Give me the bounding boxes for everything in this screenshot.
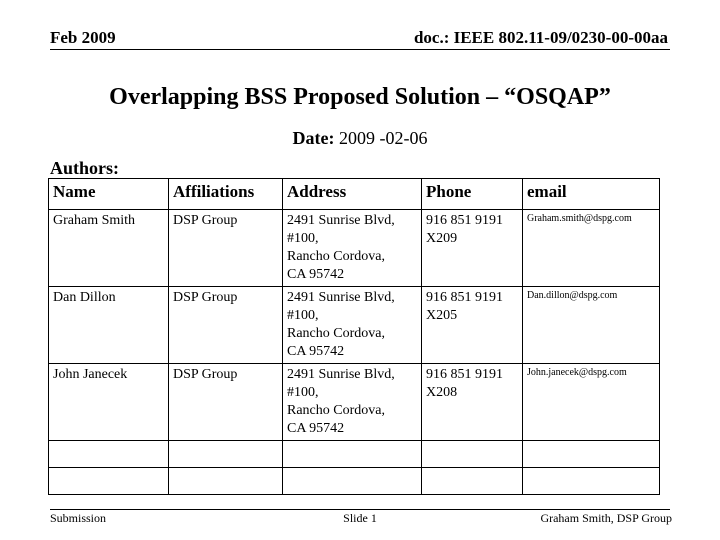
address-line: #100,	[287, 385, 319, 400]
date-label: Date:	[292, 128, 335, 148]
table-row	[49, 364, 660, 441]
empty-cell	[523, 468, 660, 495]
column-header-affiliations: Affiliations	[169, 179, 283, 210]
empty-cell	[422, 468, 523, 495]
phone-number: 916 851 9191	[426, 367, 503, 382]
address-line: Rancho Cordova,	[287, 249, 385, 264]
table-row	[49, 210, 660, 287]
footer-submission: Submission	[50, 511, 107, 525]
table-header-row	[49, 179, 660, 210]
table-row-empty	[49, 468, 660, 495]
empty-cell	[49, 441, 169, 468]
address-line: CA 95742	[287, 267, 345, 282]
empty-cell	[49, 468, 169, 495]
empty-cell	[283, 441, 422, 468]
address-line: CA 95742	[287, 421, 345, 436]
empty-cell	[422, 441, 523, 468]
author-name: Dan Dillon	[49, 287, 169, 364]
address-line: Rancho Cordova,	[287, 326, 385, 341]
authors-heading: Authors:	[50, 158, 120, 178]
column-header-name: Name	[49, 179, 169, 210]
footer-author: Graham Smith, DSP Group	[540, 511, 672, 525]
column-header-address: Address	[283, 179, 422, 210]
author-email[interactable]: John.janecek@dspg.com	[523, 364, 660, 441]
header-divider	[50, 49, 670, 50]
address-line: #100,	[287, 231, 319, 246]
address-line: Rancho Cordova,	[287, 403, 385, 418]
empty-cell	[169, 468, 283, 495]
empty-cell	[283, 468, 422, 495]
phone-extension: X205	[426, 308, 458, 323]
column-header-phone: Phone	[422, 179, 523, 210]
address-line: 2491 Sunrise Blvd,	[287, 367, 395, 382]
table-row	[49, 287, 660, 364]
address-line: 2491 Sunrise Blvd,	[287, 290, 395, 305]
author-phone	[422, 364, 523, 441]
phone-number: 916 851 9191	[426, 290, 503, 305]
phone-extension: X209	[426, 231, 458, 246]
footer-slide-number: Slide 1	[343, 511, 377, 525]
author-email[interactable]: Dan.dillon@dspg.com	[523, 287, 660, 364]
author-address	[283, 364, 422, 441]
author-name: Graham Smith	[49, 210, 169, 287]
date-line	[0, 128, 720, 149]
author-name: John Janecek	[49, 364, 169, 441]
author-email[interactable]: Graham.smith@dspg.com	[523, 210, 660, 287]
slide-title: Overlapping BSS Proposed Solution – “OSQAP”	[109, 84, 611, 110]
footer-divider	[50, 509, 670, 510]
address-line: #100,	[287, 308, 319, 323]
authors-table	[48, 178, 660, 495]
phone-extension: X208	[426, 385, 458, 400]
empty-cell	[169, 441, 283, 468]
header-doc-id: doc.: IEEE 802.11-09/0230-00-00aa	[413, 28, 668, 47]
author-affiliation: DSP Group	[169, 287, 283, 364]
author-affiliation: DSP Group	[169, 210, 283, 287]
address-line: 2491 Sunrise Blvd,	[287, 213, 395, 228]
address-line: CA 95742	[287, 344, 345, 359]
header-date: Feb 2009	[50, 28, 116, 47]
author-phone	[422, 210, 523, 287]
author-address	[283, 210, 422, 287]
author-phone	[422, 287, 523, 364]
table-row-empty	[49, 441, 660, 468]
author-address	[283, 287, 422, 364]
empty-cell	[523, 441, 660, 468]
column-header-email: email	[523, 179, 660, 210]
date-value: 2009 -02-06	[338, 128, 428, 148]
author-affiliation: DSP Group	[169, 364, 283, 441]
phone-number: 916 851 9191	[426, 213, 503, 228]
